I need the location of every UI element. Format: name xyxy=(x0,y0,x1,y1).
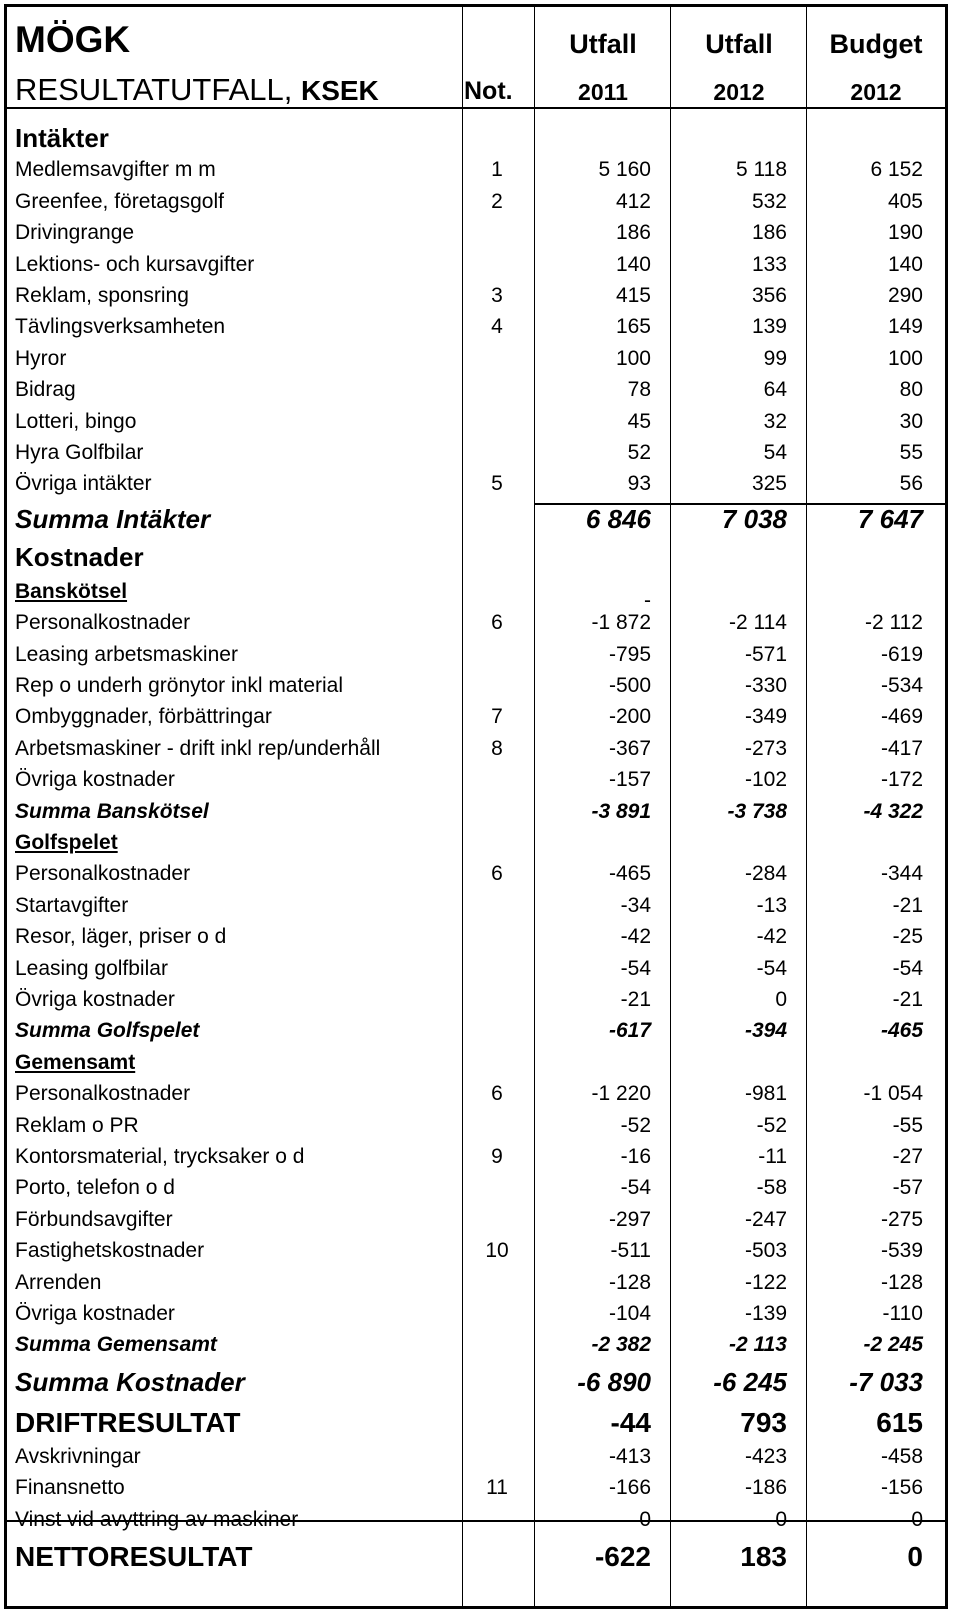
note-column-header: Not. xyxy=(464,77,513,105)
row-label: Bidrag xyxy=(15,378,76,402)
row-value: -465 xyxy=(880,1019,923,1043)
row-value: -57 xyxy=(892,1176,923,1200)
row-value: -275 xyxy=(880,1207,923,1231)
row-value: -465 xyxy=(608,862,651,886)
row-label: Tävlingsverksamheten xyxy=(15,315,226,339)
row-value: 140 xyxy=(887,252,923,276)
row-label: Vinst vid avyttring av maskiner xyxy=(15,1507,299,1531)
row-value: -21 xyxy=(892,893,923,917)
row-value: -54 xyxy=(620,1176,651,1200)
row-label: Personalkostnader xyxy=(15,611,191,635)
row-value: 5 160 xyxy=(598,158,651,182)
row-value: 6 152 xyxy=(870,158,923,182)
row-value: 52 xyxy=(627,441,651,464)
row-note: 2 xyxy=(491,189,503,213)
row-value: 165 xyxy=(615,315,651,339)
row-value: -503 xyxy=(744,1239,787,1263)
row-label: Drivingrange xyxy=(15,221,135,245)
row-value: -413 xyxy=(608,1444,651,1468)
row-value: -1 220 xyxy=(591,1082,651,1106)
row-value: 0 xyxy=(775,988,787,1011)
row-value: -511 xyxy=(610,1239,651,1263)
row-value: -54 xyxy=(620,956,651,980)
row-value: -13 xyxy=(756,893,787,917)
row-value: -417 xyxy=(880,736,923,760)
row-label: Resor, läger, priser o d xyxy=(15,925,227,949)
row-note: 7 xyxy=(491,705,503,729)
column-divider xyxy=(806,7,807,1606)
column-header-name: Utfall xyxy=(705,29,773,59)
row-note: 4 xyxy=(491,315,503,339)
row-value: -1 054 xyxy=(863,1082,923,1106)
row-value: 290 xyxy=(887,284,923,307)
row-value: -619 xyxy=(880,642,923,666)
row-value: 325 xyxy=(751,472,787,496)
row-value: -54 xyxy=(892,956,923,980)
column-header-year: 2011 xyxy=(578,79,628,105)
row-value: 412 xyxy=(615,189,651,213)
row-label: Övriga kostnader xyxy=(15,988,175,1011)
row-value: -534 xyxy=(880,674,923,697)
row-label: Leasing arbetsmaskiner xyxy=(15,642,238,666)
row-label: Leasing golfbilar xyxy=(15,956,168,980)
row-value: 0 xyxy=(775,1507,787,1531)
income-statement-table xyxy=(4,4,948,1609)
row-label: Finansnetto xyxy=(15,1476,125,1500)
row-value: -21 xyxy=(620,988,651,1011)
row-label: Hyra Golfbilar xyxy=(15,441,144,464)
row-label: NETTORESULTAT xyxy=(15,1541,253,1572)
row-note: 1 xyxy=(491,158,503,182)
row-value: -795 xyxy=(608,642,651,666)
row-note: 9 xyxy=(491,1145,503,1168)
row-value: 30 xyxy=(899,409,923,433)
row-value: -42 xyxy=(756,925,787,949)
row-value: 80 xyxy=(899,378,923,402)
stray-dash: - xyxy=(644,588,651,612)
row-value: 140 xyxy=(615,252,651,276)
row-label: Personalkostnader xyxy=(15,862,191,886)
row-label: Summa Kostnader xyxy=(15,1366,245,1397)
row-value: -200 xyxy=(608,705,651,729)
row-label: Startavgifter xyxy=(15,893,129,917)
row-value: -128 xyxy=(880,1270,923,1294)
row-value: 7 647 xyxy=(857,503,923,534)
row-value: -42 xyxy=(620,925,651,949)
row-value: 415 xyxy=(615,284,651,307)
row-value: 45 xyxy=(627,409,651,433)
row-value: 5 118 xyxy=(736,158,787,182)
row-value: -297 xyxy=(608,1207,651,1231)
row-value: -128 xyxy=(608,1270,651,1294)
report-title: MÖGK xyxy=(15,19,131,60)
row-value: 64 xyxy=(763,378,787,402)
row-value: -27 xyxy=(892,1145,923,1168)
row-value: -25 xyxy=(892,925,923,949)
row-label: Rep o underh grönytor inkl material xyxy=(15,674,344,697)
row-value: -7 033 xyxy=(849,1366,923,1397)
row-label: Fastighetskostnader xyxy=(15,1239,205,1263)
row-value: -139 xyxy=(744,1302,787,1325)
row-value: -156 xyxy=(880,1476,923,1500)
row-value: -423 xyxy=(744,1444,787,1468)
row-note: 6 xyxy=(491,1082,503,1106)
row-value: -394 xyxy=(744,1019,787,1043)
row-value: -981 xyxy=(744,1082,787,1106)
row-value: -330 xyxy=(744,674,787,697)
row-value: -500 xyxy=(608,674,651,697)
column-header-year: 2012 xyxy=(850,79,902,105)
row-value: -166 xyxy=(608,1476,651,1500)
row-value: 99 xyxy=(763,346,787,370)
row-value: -2 113 xyxy=(729,1333,787,1357)
row-value: -349 xyxy=(744,705,787,729)
row-label: Arbetsmaskiner - drift inkl rep/underhåll xyxy=(15,736,381,760)
row-note: 3 xyxy=(491,284,503,307)
row-label: Personalkostnader xyxy=(15,1082,191,1106)
row-label: DRIFTRESULTAT xyxy=(15,1406,241,1438)
row-label: Reklam o PR xyxy=(15,1113,139,1137)
row-value: -6 245 xyxy=(713,1366,787,1397)
row-value: 54 xyxy=(763,441,787,464)
cost-group-heading: Banskötsel xyxy=(15,579,128,603)
row-label: Kontorsmaterial, trycksaker o d xyxy=(15,1145,305,1168)
header-divider xyxy=(7,107,945,109)
row-value: -104 xyxy=(608,1302,651,1325)
row-value: -21 xyxy=(892,988,923,1011)
row-value: 405 xyxy=(887,189,923,213)
row-value: 186 xyxy=(751,221,787,245)
row-label: Medlemsavgifter m m xyxy=(15,158,216,182)
row-value: -58 xyxy=(756,1176,787,1200)
row-value: -617 xyxy=(608,1019,651,1043)
row-value: -2 382 xyxy=(591,1333,651,1357)
row-value: 183 xyxy=(740,1541,787,1572)
row-label: Övriga intäkter xyxy=(15,472,152,496)
row-label: Greenfee, företagsgolf xyxy=(15,189,224,213)
row-value: 93 xyxy=(627,472,651,496)
column-header-year: 2012 xyxy=(713,79,765,105)
row-value: 133 xyxy=(751,252,787,276)
row-value: 0 xyxy=(907,1541,923,1572)
row-value: 149 xyxy=(887,315,923,339)
row-value: -186 xyxy=(744,1476,787,1500)
row-label: Summa Golfspelet xyxy=(15,1019,200,1043)
row-value: 100 xyxy=(615,346,651,370)
row-value: -458 xyxy=(880,1444,923,1468)
row-note: 6 xyxy=(491,611,503,635)
row-value: -16 xyxy=(620,1145,651,1168)
row-value: -3 891 xyxy=(591,799,651,823)
row-value: -44 xyxy=(610,1406,651,1438)
row-value: 190 xyxy=(887,221,923,245)
column-divider xyxy=(670,7,671,1606)
row-value: 139 xyxy=(751,315,787,339)
row-note: 11 xyxy=(486,1476,508,1500)
row-value: 100 xyxy=(887,346,923,370)
row-value: -102 xyxy=(744,768,787,792)
row-label: Avskrivningar xyxy=(15,1444,141,1468)
row-label: Summa Intäkter xyxy=(15,503,211,534)
row-value: -34 xyxy=(620,893,651,917)
column-header-name: Utfall xyxy=(569,29,637,59)
row-value: 0 xyxy=(639,1507,651,1531)
row-value: 56 xyxy=(899,472,923,496)
column-divider xyxy=(462,7,463,1606)
row-label: Övriga kostnader xyxy=(15,768,175,792)
report-subtitle xyxy=(15,74,379,105)
cost-group-heading: Gemensamt xyxy=(15,1050,136,1074)
row-label: Lotteri, bingo xyxy=(15,409,137,433)
row-note: 10 xyxy=(485,1239,509,1263)
row-value: -3 738 xyxy=(727,799,787,823)
row-value: -247 xyxy=(744,1207,787,1231)
row-value: -1 872 xyxy=(591,611,651,635)
row-value: 78 xyxy=(627,378,651,402)
row-note: 8 xyxy=(491,736,503,760)
row-value: -622 xyxy=(594,1541,651,1572)
row-value: 55 xyxy=(899,441,923,464)
report-subtitle-unit: KSEK xyxy=(300,75,379,106)
row-value: -2 114 xyxy=(729,611,787,635)
row-value: -367 xyxy=(608,736,651,760)
row-value: -284 xyxy=(744,862,787,886)
row-value: -273 xyxy=(744,736,787,760)
row-value: -122 xyxy=(744,1270,787,1294)
row-note: 5 xyxy=(491,472,503,496)
row-label: Hyror xyxy=(15,346,67,370)
costs-heading: Kostnader xyxy=(15,541,144,572)
row-label: Porto, telefon o d xyxy=(15,1176,175,1200)
row-label: Arrenden xyxy=(15,1270,102,1294)
row-value: -110 xyxy=(882,1302,923,1325)
row-note: 6 xyxy=(491,862,503,886)
income-heading: Intäkter xyxy=(15,123,109,153)
row-value: -6 890 xyxy=(577,1366,651,1397)
row-value: -4 322 xyxy=(863,799,923,823)
row-value: -52 xyxy=(620,1113,651,1137)
row-value: -571 xyxy=(744,642,787,666)
row-value: 793 xyxy=(740,1406,787,1438)
column-divider xyxy=(534,7,535,1606)
row-label: Ombyggnader, förbättringar xyxy=(15,705,272,729)
row-label: Summa Gemensamt xyxy=(15,1333,217,1357)
row-value: -172 xyxy=(880,768,923,792)
row-label: Övriga kostnader xyxy=(15,1302,175,1325)
row-label: Reklam, sponsring xyxy=(15,284,189,307)
row-value: -469 xyxy=(880,705,923,729)
cost-group-heading: Golfspelet xyxy=(15,831,118,854)
row-value: 6 846 xyxy=(585,503,651,534)
row-label: Summa Banskötsel xyxy=(15,799,209,823)
row-value: -2 245 xyxy=(863,1333,923,1357)
row-value: -157 xyxy=(608,768,651,792)
row-label: Lektions- och kursavgifter xyxy=(15,252,255,276)
row-value: 186 xyxy=(615,221,651,245)
row-value: 615 xyxy=(876,1406,923,1438)
row-value: 356 xyxy=(751,284,787,307)
row-value: -539 xyxy=(880,1239,923,1263)
row-value: -11 xyxy=(758,1145,787,1168)
report-subtitle-main: RESULTATUTFALL, xyxy=(15,72,293,107)
column-header-name: Budget xyxy=(829,29,923,59)
row-label: Förbundsavgifter xyxy=(15,1207,173,1231)
row-value: -52 xyxy=(756,1113,787,1137)
row-value: 532 xyxy=(751,189,787,213)
row-value: -2 112 xyxy=(865,611,923,635)
row-value: -55 xyxy=(892,1113,923,1137)
row-value: 32 xyxy=(763,409,787,433)
row-value: -344 xyxy=(880,862,923,886)
row-value: -54 xyxy=(756,956,787,980)
row-value: 0 xyxy=(911,1507,923,1531)
row-value: 7 038 xyxy=(721,503,787,534)
